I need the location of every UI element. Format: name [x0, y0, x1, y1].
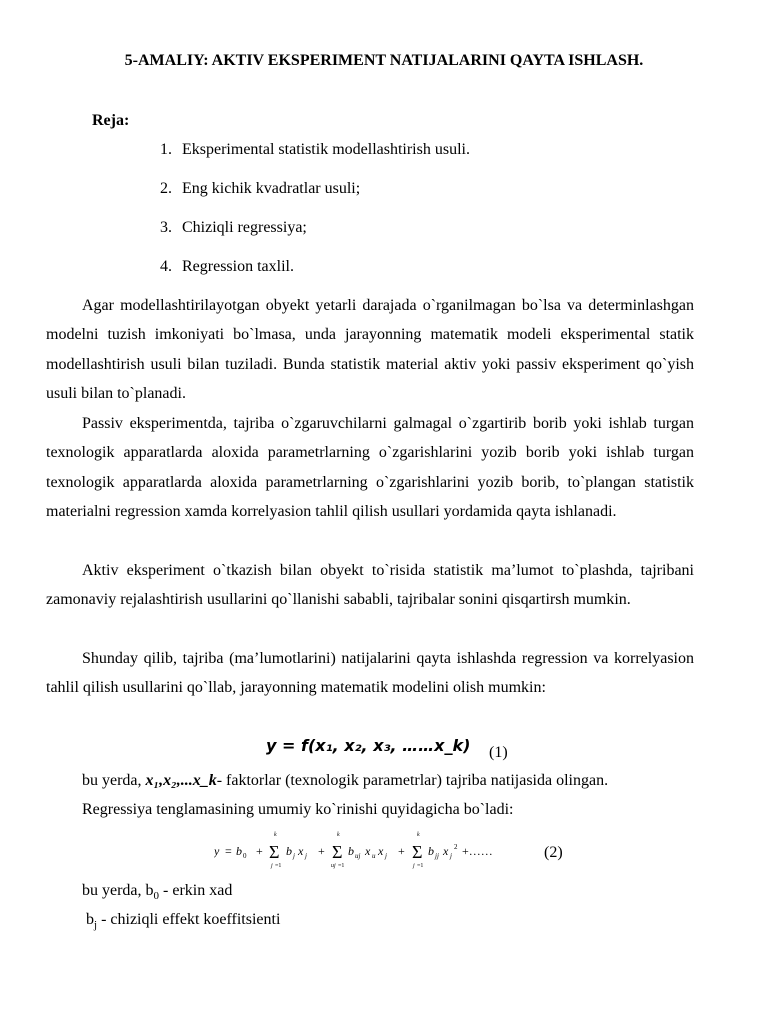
- plan-item-text: Regression taxlil.: [182, 258, 294, 275]
- plan-item-text: Eksperimental statistik modellashtirish usuli.: [182, 141, 470, 158]
- svg-text:+: +: [398, 844, 405, 858]
- svg-text:x: x: [298, 844, 304, 858]
- paragraph: Aktiv eksperiment o`tkazish bilan obyekt to`risida statistik ma’lumot to`plashda, tajribani zamonaviy rejalashtirish usullarini qo`llanishi sababli, tajribalar sonini qisqartirsh mumkin.: [46, 562, 694, 609]
- svg-text:j: j: [450, 852, 452, 860]
- svg-text:0: 0: [243, 852, 247, 860]
- svg-text:j: j: [305, 852, 307, 860]
- plan-item-text: Chiziqli regressiya;: [182, 219, 307, 236]
- svg-text:Σ: Σ: [269, 842, 280, 862]
- svg-text:b: b: [236, 844, 242, 858]
- paragraph: Shunday qilib, tajriba (ma’lumotlarini) natijalarini qayta ishlashda regression va korrelyasion tahlil qilish usullarini qo`llab, jarayonning matematik modelini olish mumkin:: [46, 650, 694, 697]
- plan-item-text: Eng kichik kvadratlar usuli;: [182, 180, 361, 197]
- factor-variables: x₁,x₂,...x_k: [145, 772, 217, 789]
- plan-item: [160, 258, 294, 276]
- bj-definition: [86, 911, 280, 931]
- svg-text:b: b: [348, 844, 354, 858]
- plan-item: [160, 180, 360, 198]
- svg-text:x: x: [443, 844, 449, 858]
- svg-text:Σ: Σ: [412, 842, 423, 862]
- svg-text:k: k: [337, 832, 340, 838]
- svg-text:+……: +……: [462, 844, 493, 858]
- b0-prefix: bu yerda, b: [82, 882, 154, 899]
- paragraph: Agar modellashtirilayotgan obyekt yetarli darajada o`rganilmagan bo`lsa va determinlashgan modelni tuzish imkoniyati bo`lmasa, unda jarayonning matematik modeli eksperimental statik modellashtirish usuli bilan tuziladi. Bunda statistik material aktiv yoki passiv eksperiment qo`yish usuli bilan to`planadi.: [46, 297, 694, 403]
- svg-text:=1: =1: [275, 863, 282, 869]
- svg-text:j: j: [385, 852, 387, 860]
- svg-text:jj: jj: [435, 852, 439, 860]
- svg-text:=1: =1: [338, 863, 345, 869]
- svg-text:u: u: [372, 852, 376, 860]
- equation-1-text: y = f(x₁, x₂, x₃, ……x_k): [266, 736, 471, 755]
- regression-intro: Regressiya tenglamasining umumiy ko`rinishi quyidagicha bo`ladi:: [82, 801, 514, 818]
- equation-2: [214, 830, 514, 872]
- equation-1-number: (1): [489, 744, 508, 761]
- svg-text:2: 2: [454, 843, 458, 851]
- bj-prefix: b: [86, 911, 94, 928]
- svg-text:Σ: Σ: [332, 842, 343, 862]
- svg-text:+: +: [256, 844, 263, 858]
- plan-item-number: 2.: [160, 180, 172, 197]
- plan-item-number: 3.: [160, 219, 172, 236]
- plan-heading: Reja:: [92, 112, 130, 129]
- svg-text:uj: uj: [355, 852, 361, 860]
- svg-text:j: j: [271, 863, 273, 869]
- bj-suffix: - chiziqli effekt koeffitsienti: [97, 911, 281, 928]
- plan-item: [160, 141, 470, 159]
- equation-2-number: (2): [544, 844, 563, 861]
- svg-text:b: b: [286, 844, 292, 858]
- svg-text:+: +: [318, 844, 325, 858]
- factors-line: [82, 772, 608, 790]
- b0-definition: [82, 882, 232, 902]
- svg-text:b: b: [428, 844, 434, 858]
- plan-item-number: 1.: [160, 141, 172, 158]
- factors-prefix: bu yerda,: [82, 772, 146, 789]
- svg-text:k: k: [417, 832, 420, 838]
- paragraph: Passiv eksperimentda, tajriba o`zgaruvchilarni galmagal o`zgartirib borib yoki ishlab turgan texnologik apparatlarda aloxida parametrlarning o`zgarishlarini yozib borib yoki ishlab turgan texnologik apparatlarda aloxida parametrlarning o`zgarishlarini yozib borib, to`plangan statistik materialni regression xamda korrelyasion tahlil qilish usullari yordamida qayta ishlanadi.: [46, 415, 694, 521]
- svg-text:=: =: [225, 844, 232, 858]
- svg-text:j: j: [293, 852, 295, 860]
- plan-item: [160, 219, 307, 237]
- svg-text:x: x: [378, 844, 384, 858]
- equation-1: [266, 736, 470, 755]
- svg-text:x: x: [365, 844, 371, 858]
- b0-suffix: - erkin xad: [159, 882, 233, 899]
- svg-text:=1: =1: [417, 863, 424, 869]
- page-title: 5-AMALIY: AKTIV EKSPERIMENT NATIJALARINI QAYTA ISHLASH.: [124, 52, 644, 69]
- bj-subscript: j: [94, 919, 98, 932]
- factors-suffix: - faktorlar (texnologik parametrlar) tajriba natijasida olingan.: [216, 772, 609, 789]
- svg-text:uj: uj: [331, 863, 336, 869]
- svg-text:k: k: [274, 832, 277, 838]
- b0-subscript: 0: [153, 890, 160, 903]
- svg-text:j: j: [413, 863, 415, 869]
- plan-item-number: 4.: [160, 258, 172, 275]
- svg-text:y: y: [214, 844, 220, 858]
